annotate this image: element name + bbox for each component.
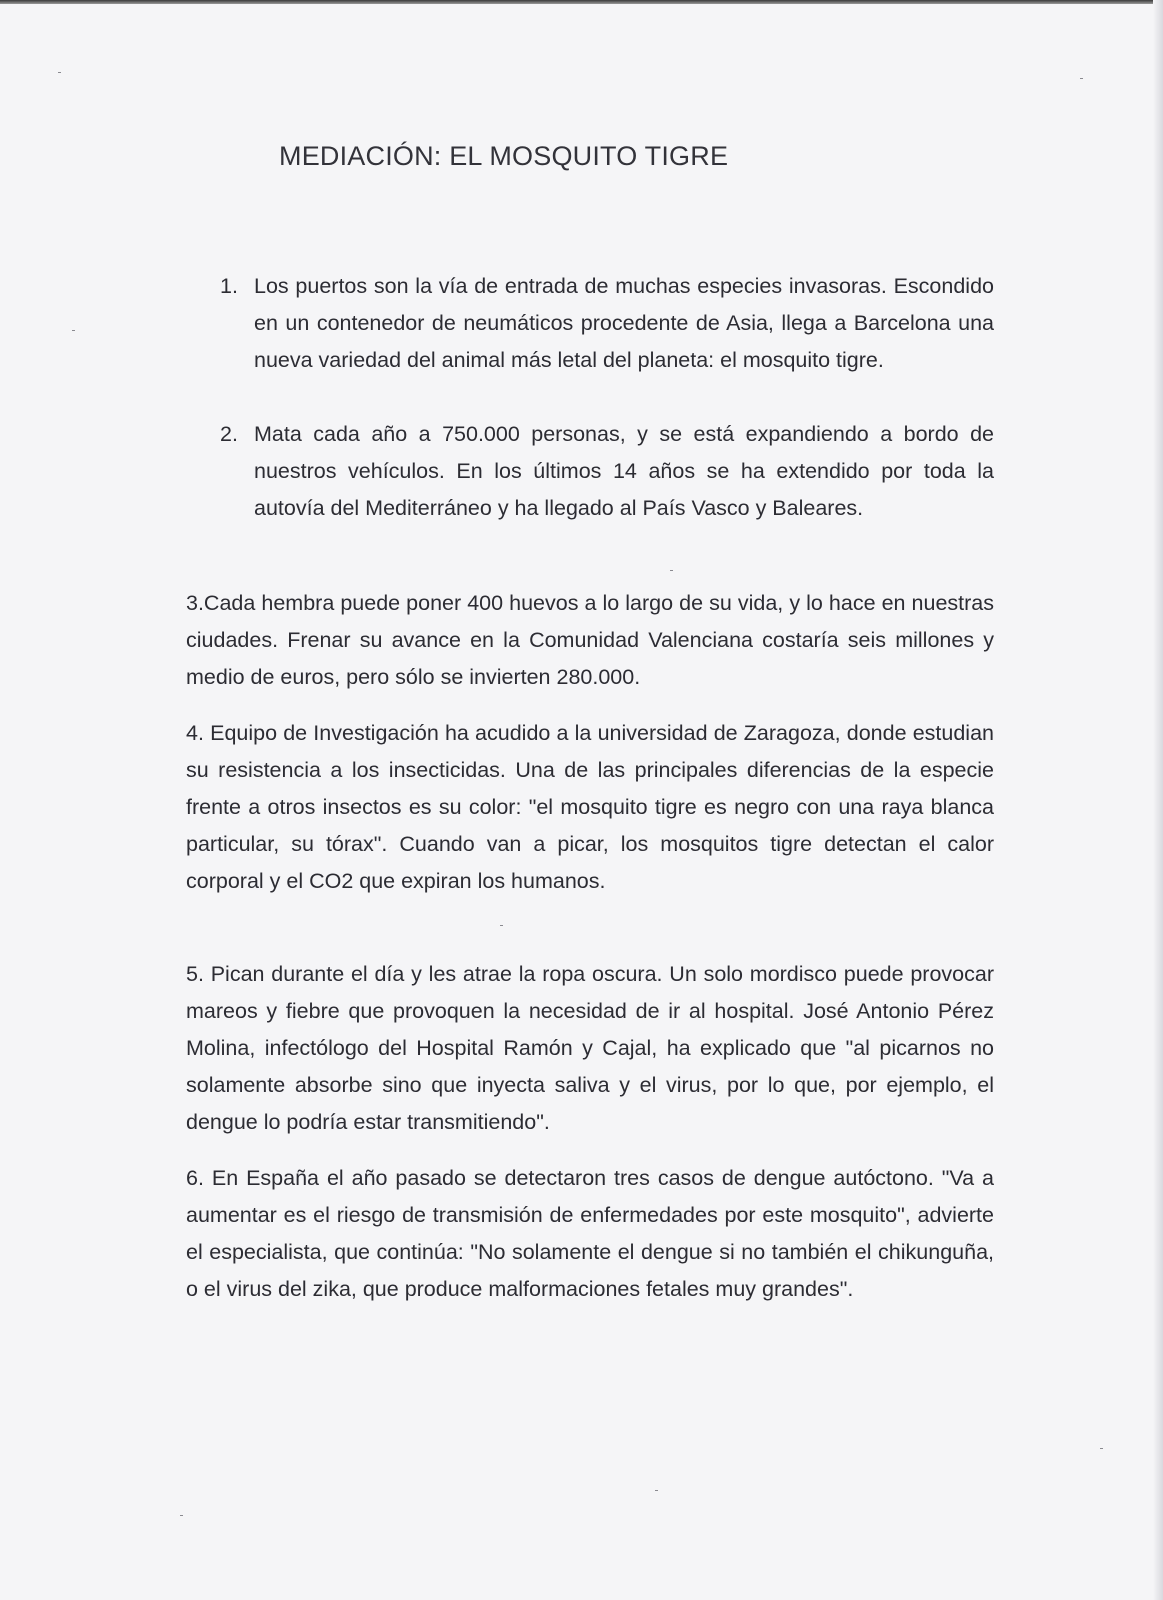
paragraph-6: 6. En España el año pasado se detectaron tres casos de dengue autóctono. "Va a aumentar es el riesgo de transmisión de enfermedades por este mosquito", advierte el especialista, que continúa: "No solamente el dengue si no también el chikunguña, o el virus del zika, que produce malformaciones fetales muy grandes".: [186, 1166, 994, 1301]
paragraph-4: 4. Equipo de Investigación ha acudido a la universidad de Zaragoza, donde estudian su resistencia a los insecticidas. Una de las principales diferencias de la especie frente a otros insectos es su color: "el mosquito tigre es negro con una raya blanca particular, su tórax". Cuando van a picar, los mosquitos tigre detectan el calor corporal y el CO2 que expiran los humanos.: [186, 721, 994, 893]
list-number: 2.: [220, 422, 238, 446]
paragraph-5: 5. Pican durante el día y les atrae la ropa oscura. Un solo mordisco puede provocar mareos y fiebre que provoquen la necesidad de ir al hospital. José Antonio Pérez Molina, infectólogo del Hospital Ramón y Cajal, ha explicado que "al picarnos no solamente absorbe sino que inyecta saliva y el virus, por lo que, por ejemplo, el dengue lo podría estar transmitiendo".: [186, 962, 994, 1134]
scan-speck: [58, 72, 61, 73]
paragraph-3: 3.Cada hembra puede poner 400 huevos a lo largo de su vida, y lo hace en nuestras ciudades. Frenar su avance en la Comunidad Valenciana costaría seis millones y medio de euros, pero sólo se invierten 280.000.: [186, 591, 994, 689]
scan-speck: [72, 330, 75, 331]
scan-speck: [1100, 1448, 1103, 1449]
scan-speck: [670, 570, 673, 571]
document-title: MEDIACIÓN: EL MOSQUITO TIGRE: [279, 141, 729, 171]
scan-speck: [1080, 78, 1083, 79]
scan-speck: [655, 1490, 658, 1491]
list-number: 1.: [220, 274, 238, 298]
list-item-2: [220, 416, 994, 527]
scan-edge-right: [1153, 0, 1163, 1600]
list-item-text: Los puertos son la vía de entrada de muchas especies invasoras. Escondido en un contenedor de neumáticos procedente de Asia, llega a Barcelona una nueva variedad del animal más letal del planeta: el mosquito tigre.: [254, 274, 994, 372]
scan-speck: [500, 925, 503, 926]
scan-edge-top: [0, 0, 1163, 4]
list-item-1: [220, 268, 994, 379]
scan-speck: [180, 1515, 183, 1516]
list-item-text: Mata cada año a 750.000 personas, y se está expandiendo a bordo de nuestros vehículos. En los últimos 14 años se ha extendido por toda la autovía del Mediterráneo y ha llegado al País Vasco y Baleares.: [254, 422, 994, 520]
